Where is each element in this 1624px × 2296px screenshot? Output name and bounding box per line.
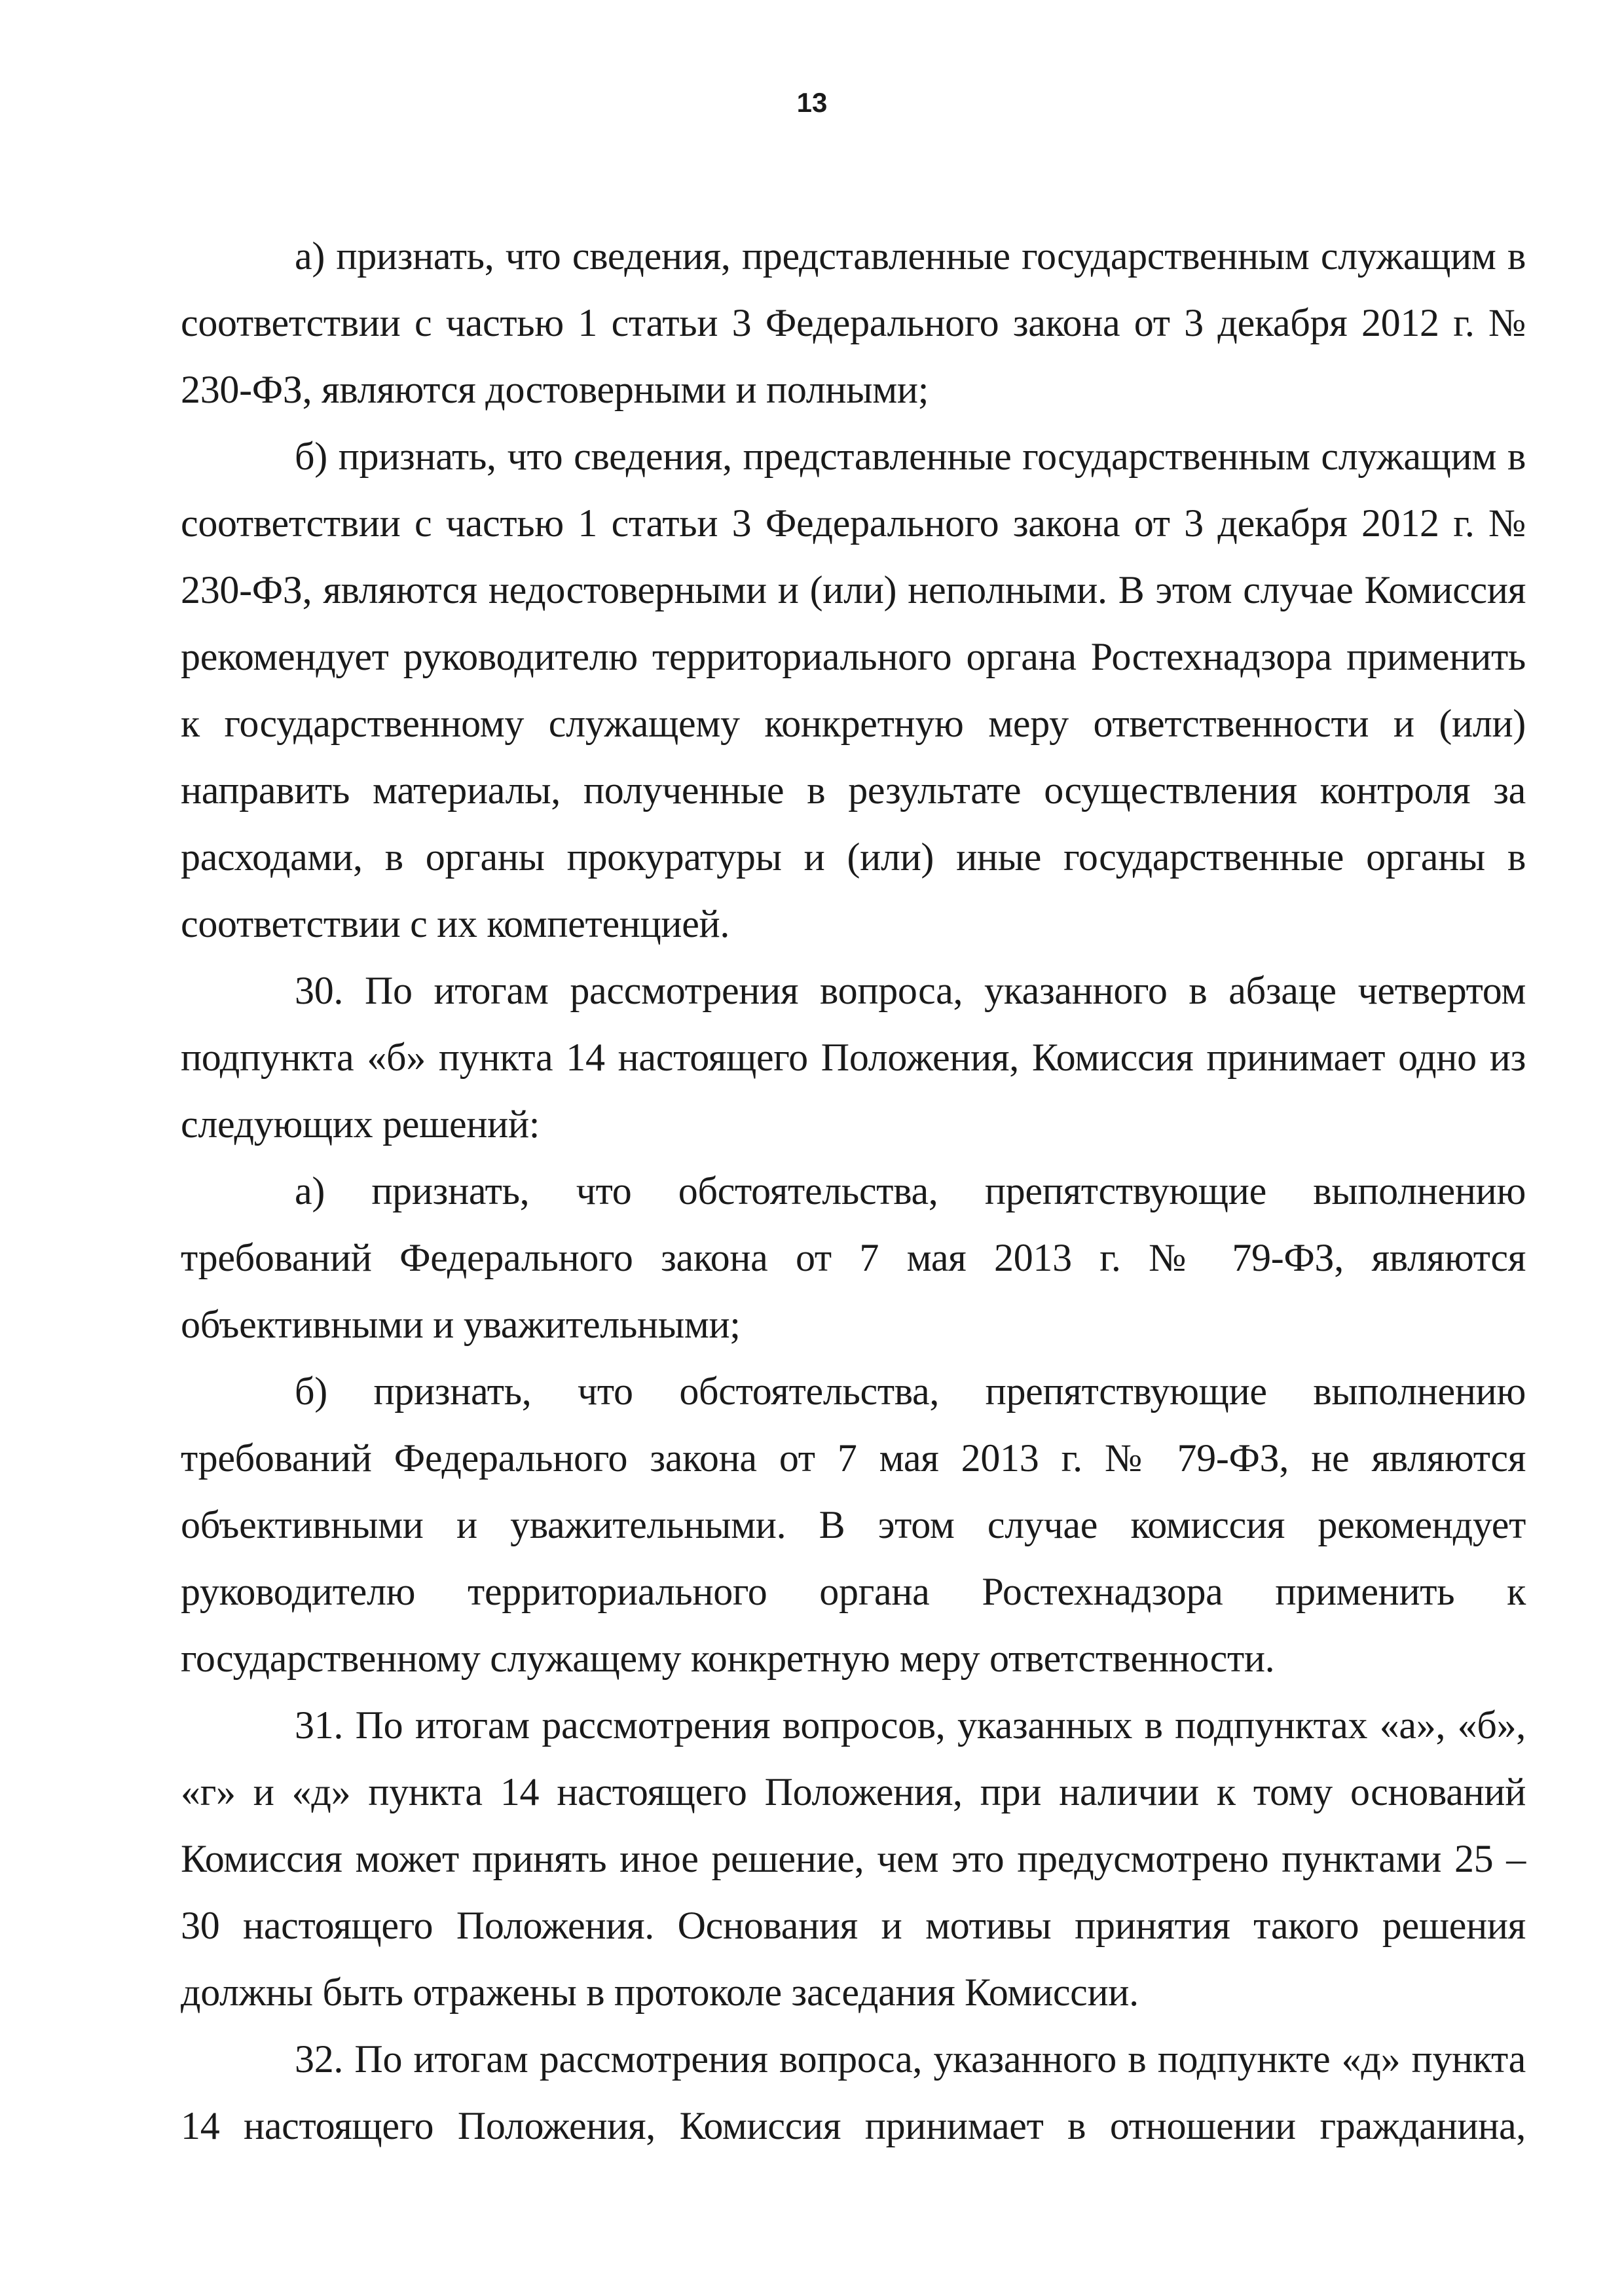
paragraph-30a: а) признать, что обстоятельства, препятствующие выполнению требований Федерального закона от 7 мая 2013 г. № 79-ФЗ, являются объективными и уважительными; — [181, 1169, 1526, 1346]
paragraph-30b: б) признать, что обстоятельства, препятствующие выполнению требований Федерального закона от 7 мая 2013 г. № 79-ФЗ, не являются объективными и уважительными. В этом случае комиссия рекомендует руководителю территориального органа Ростехнадзора применить к государственному служащему конкретную меру ответственности. — [181, 1370, 1526, 1680]
document-body — [181, 223, 1526, 2159]
paragraph-31: 31. По итогам рассмотрения вопросов, указанных в подпунктах «а», «б», «г» и «д» пункта 14 настоящего Положения, при наличии к тому оснований Комиссия может принять иное решение, чем это предусмотрено пунктами 25 – 30 настоящего Положения. Основания и мотивы принятия такого решения должны быть отражены в протоколе заседания Комиссии. — [181, 1704, 1526, 2014]
paragraph-29a: а) признать, что сведения, представленные государственным служащим в соответствии с частью 1 статьи 3 Федерального закона от 3 декабря 2012 г. № 230-ФЗ, являются достоверными и полными; — [181, 234, 1526, 411]
paragraph-29b: б) признать, что сведения, представленные государственным служащим в соответствии с частью 1 статьи 3 Федерального закона от 3 декабря 2012 г. № 230-ФЗ, являются недостоверными и (или) неполными. В этом случае Комиссия рекомендует руководителю территориального органа Ростехнадзора применить к государственному служащему конкретную меру ответственности и (или) направить материалы, полученные в результате осуществления контроля за расходами, в органы прокуратуры и (или) иные государственные органы в соответствии с их компетенцией. — [181, 435, 1526, 945]
page-number: 13 — [796, 87, 828, 118]
paragraph-32: 32. По итогам рассмотрения вопроса, указанного в подпункте «д» пункта 14 настоящего Положения, Комиссия принимает в отношении гражданина, — [181, 2037, 1526, 2147]
paragraph-30: 30. По итогам рассмотрения вопроса, указанного в абзаце четвертом подпункта «б» пункта 14 настоящего Положения, Комиссия принимает одно из следующих решений: — [181, 969, 1526, 1146]
